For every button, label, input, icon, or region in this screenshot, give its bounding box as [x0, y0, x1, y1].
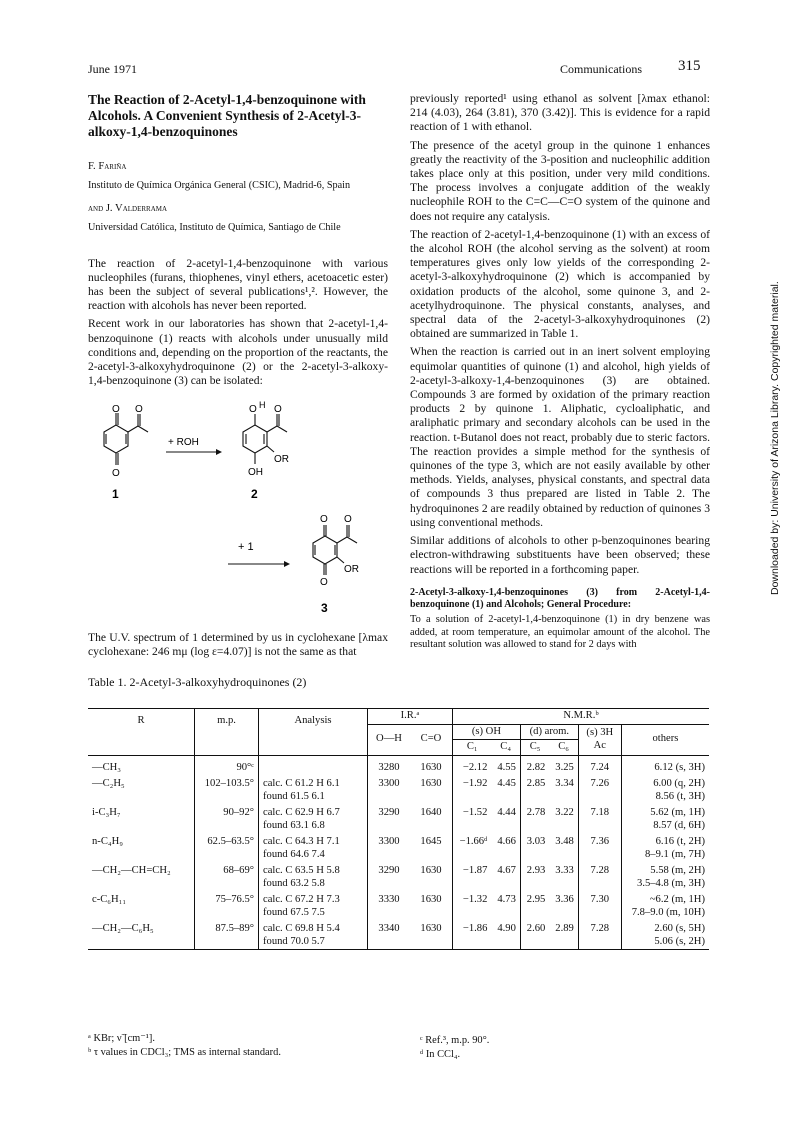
cell-c5: 2.95 [526, 894, 546, 905]
col-header-ir: I.R.ᵃ [368, 709, 453, 725]
col-header-s-oh: (s) OH [453, 724, 521, 740]
reaction-scheme [88, 400, 388, 620]
svg-text:O: O [320, 514, 328, 525]
others-line-2: 8–9.1 (m, 7H) [644, 848, 705, 860]
col-header-mp: m.p. [195, 709, 259, 756]
uv-paragraph: The U.V. spectrum of 1 determined by us in cyclohexane [λmax cyclohexane: 246 mμ (log ε=4.07)] is not the same as that [88, 631, 388, 659]
cell-c4: 4.44 [491, 804, 520, 833]
analysis-found: found 63.2 5.8 [263, 877, 325, 889]
procedure-text: To a solution of 2-acetyl-1,4-benzoquinone (1) in dry benzene was added, at room temperature, an equimolar amount of the alcohol. The resultant solution was allowed to stand for 2 days with [410, 613, 710, 651]
others-line-2: 8.56 (t, 3H) [655, 790, 705, 802]
cell-ac: 7.30 [578, 891, 621, 920]
cell-r: n-C₄H₉ [88, 833, 195, 862]
procedure-heading: 2-Acetyl-3-alkoxy-1,4-benzoquinones (3) from 2-Acetyl-1,4-benzoquinone (1) and Alcohols; General Procedure: [410, 586, 710, 611]
cell-ir-co: 1630 [410, 891, 453, 920]
cell-c5: 2.78 [526, 807, 546, 818]
table-body [88, 755, 709, 950]
table-row [88, 755, 709, 775]
analysis-found: found 67.5 7.5 [263, 906, 325, 918]
intro-paragraph: The reaction of 2-acetyl-1,4-benzoquinone with various nucleophiles (furans, thiophenes, vinyl ethers, acetoacetic ester) has been the subject of several publications¹,². However, the reaction with alcohols has never been reported. [88, 256, 388, 313]
cell-c4: 4.66 [491, 833, 520, 862]
cell-others [621, 862, 709, 891]
affiliation-1: Instituto de Química Orgánica General (CSIC), Madrid-6, Spain [88, 180, 351, 192]
cell-r: —CH₃ [88, 755, 195, 775]
cell-analysis [259, 862, 368, 891]
others-line-1: 6.16 (t, 2H) [655, 836, 705, 847]
cell-analysis [259, 755, 368, 775]
svg-text:O: O [249, 404, 257, 415]
others-line-1: 6.00 (q, 2H) [653, 778, 705, 789]
right-paragraph-3: The reaction of 2-acetyl-1,4-benzoquinone (1) with an excess of the alcohol ROH (the alcohol serving as the solvent) at room temperatures gives only low yields of the corresponding 2-acetyl-3-alkoxyhydroquinone (2) which is accompanied by oxidation products of the alcohol, some quinone 3, and 2-acetylhydroquinone. The physical constants, analyses, and spectral data of the 2-acetyl-3-alkoxyhydroquinones (2) obtained are summarized in Table 1. [410, 227, 710, 341]
cell-mp: 75–76.5° [195, 891, 259, 920]
svg-text:OH: OH [248, 467, 263, 478]
others-line-1: 5.58 (m, 2H) [650, 865, 705, 876]
cell-others [621, 804, 709, 833]
table-row [88, 862, 709, 891]
col-header-ac: (s) 3H Ac [578, 724, 621, 755]
svg-text:O: O [344, 514, 352, 525]
others-line-2: 8.57 (d, 6H) [653, 819, 705, 831]
right-paragraph-4: When the reaction is carried out in an inert solvent employing equimolar quantities of quinone (1) and alcohol, high yields of 2-acetyl-3-alkoxy-1,4-benzoquinones (3) are obtained. Compounds 3 are formed by oxidation of the primary reaction products 2 by quinone 1. Aliphatic, cycloaliphatic, and araliphatic primary and secondary alcohols can be used in the reaction. t-Butanol does not react, probably due to steric factors. The reaction provides a simple method for the synthesis of quinones of the type 3, which are not easily available by other methods. Yields, analyses, physical constants, and spectral data of compounds 3 thus prepared are listed in Table 2. The hydroquinones 2 are readily obtained by reduction of quinones 3 using conventional methods. [410, 345, 710, 529]
arrow-head-1-icon [216, 449, 222, 455]
cell-c6: 3.33 [549, 862, 578, 891]
compound-1-structure [104, 413, 148, 465]
cell-others [621, 920, 709, 950]
footnote-c: ᶜ Ref.³, m.p. 90°. [420, 1035, 490, 1046]
cell-c5: 3.03 [526, 836, 546, 847]
svg-text:OR: OR [274, 454, 289, 465]
col-header-oh: O—H [376, 733, 402, 745]
left-column [88, 92, 388, 388]
cell-c5: 2.85 [526, 778, 546, 789]
cell-ac: 7.28 [578, 920, 621, 950]
reagent-1: + 1 [238, 541, 254, 553]
cell-c5: 2.82 [526, 761, 546, 773]
cell-c5: 2.93 [526, 865, 546, 876]
analysis-found: found 61.5 6.1 [263, 790, 325, 802]
analysis-calc: calc. C 69.8 H 5.4 [263, 923, 340, 934]
cell-analysis [259, 920, 368, 950]
cell-mp: 68–69° [195, 862, 259, 891]
right-paragraph-1: previously reported¹ using ethanol as solvent [λmax ethanol: 214 (4.03), 264 (3.81), 370 (3.42)]. This is evidence for a rapid reaction of 1 with ethanol. [410, 92, 710, 134]
analysis-found: found 64.6 7.4 [263, 848, 325, 860]
cell-ir-co: 1630 [410, 920, 453, 950]
cell-others [621, 775, 709, 804]
cell-ir-oh: 3330 [378, 894, 400, 905]
cell-ir-co: 1630 [410, 862, 453, 891]
col-header-analysis: Analysis [259, 709, 368, 756]
cell-c1: −1.66ᵈ [459, 836, 488, 847]
cell-others [621, 833, 709, 862]
cell-ir-co: 1640 [410, 804, 453, 833]
cell-c1: −1.92 [462, 778, 488, 789]
cell-ir-co: 1630 [410, 755, 453, 775]
others-line-2: 5.06 (s, 2H) [654, 935, 705, 947]
cell-c1: −2.12 [462, 761, 488, 773]
cell-ir-oh: 3300 [378, 836, 400, 847]
cell-c6: 2.89 [549, 920, 578, 950]
table-row [88, 775, 709, 804]
author-2: and J. Valderrama [88, 202, 168, 214]
cell-analysis [259, 833, 368, 862]
analysis-calc: calc. C 62.9 H 6.7 [263, 807, 340, 818]
footnote-b: ᵇ τ values in CDCl₃; TMS as internal standard. [88, 1047, 281, 1058]
cell-analysis [259, 804, 368, 833]
cell-c4: 4.45 [491, 775, 520, 804]
cell-c6: 3.34 [549, 775, 578, 804]
cell-c4: 4.55 [491, 755, 520, 775]
cell-ac: 7.18 [578, 804, 621, 833]
cell-c4: 4.67 [491, 862, 520, 891]
cell-ir-co: 1645 [410, 833, 453, 862]
cell-ir-oh: 3290 [378, 807, 400, 818]
cell-c4: 4.90 [491, 920, 520, 950]
table-row [88, 833, 709, 862]
col-header-c5: C₅ [529, 741, 541, 752]
cell-r: i-C₃H₇ [88, 804, 195, 833]
analysis-calc: calc. C 64.3 H 7.1 [263, 836, 340, 847]
cell-r: —CH₂—CH=CH₂ [88, 862, 195, 891]
svg-text:O: O [135, 404, 143, 415]
col-header-c6: C₆ [549, 740, 578, 756]
cell-c4: 4.73 [491, 891, 520, 920]
cell-analysis [259, 775, 368, 804]
analysis-calc: calc. C 63.5 H 5.8 [263, 865, 340, 876]
cell-ac: 7.26 [578, 775, 621, 804]
article-title: The Reaction of 2-Acetyl-1,4-benzoquinone with Alcohols. A Convenient Synthesis of 2-Acetyl-3- alkoxy-1,4-benzoquinones [88, 92, 366, 139]
cell-c6: 3.22 [549, 804, 578, 833]
compound-3-label: 3 [321, 601, 328, 615]
footnote-a: ᵃ KBr; ν̃ [cm⁻¹]. [88, 1033, 155, 1044]
download-watermark: Downloaded by: University of Arizona Library. Copyrighted material. [769, 281, 781, 595]
others-line-2: 7.8–9.0 (m, 10H) [631, 906, 705, 918]
affiliation-2: Universidad Católica, Instituto de Química, Santiago de Chile [88, 222, 341, 234]
svg-text:H: H [259, 400, 266, 410]
cell-r: —CH₂—C₆H₅ [88, 920, 195, 950]
reagent-roh: + ROH [168, 437, 199, 448]
cell-ir-oh: 3280 [378, 761, 400, 773]
others-line-1: 6.12 (s, 3H) [654, 761, 705, 773]
cell-ac: 7.28 [578, 862, 621, 891]
svg-text:O: O [112, 404, 120, 415]
cell-c6: 3.48 [549, 833, 578, 862]
cell-mp: 102–103.5° [195, 775, 259, 804]
cell-ir-oh: 3300 [378, 778, 400, 789]
cell-c5: 2.60 [526, 923, 546, 934]
svg-text:OR: OR [344, 564, 359, 575]
cell-c1: −1.86 [462, 923, 488, 934]
cell-r: c-C₆H₁₁ [88, 891, 195, 920]
cell-ir-co: 1630 [410, 775, 453, 804]
col-header-others: others [652, 733, 679, 745]
cell-others [621, 891, 709, 920]
cell-c6: 3.25 [549, 755, 578, 775]
analysis-calc: calc. C 61.2 H 6.1 [263, 778, 340, 789]
header-date: June 1971 [88, 62, 137, 76]
cell-c1: −1.87 [462, 865, 488, 876]
author-1: F. Fariña [88, 161, 127, 172]
others-line-1: 2.60 (s, 5H) [654, 923, 705, 934]
results-paragraph: Recent work in our laboratories has shown that 2-acetyl-1,4-benzoquinone (1) reacts with alcohols under unusually mild conditions and, depending on the proportion of the reactants, the 2-acetyl-3-alkoxyhydroquinone (2) or the 2-acetyl-3-alkoxy-1,4-benzoquinone (3) can be isolated: [88, 317, 388, 388]
cell-ac: 7.36 [578, 833, 621, 862]
col-header-nmr: N.M.R.ᵇ [563, 710, 599, 721]
others-line-2: 3.5–4.8 (m, 3H) [637, 877, 705, 889]
svg-text:O: O [112, 468, 120, 479]
cell-mp: 90°ᶜ [195, 755, 259, 775]
others-line-1: 5.62 (m, 1H) [650, 807, 705, 818]
col-header-c1: C₁ [466, 741, 478, 752]
right-paragraph-2: The presence of the acetyl group in the quinone 1 enhances greatly the reactivity of the 3-position and nucleophilic addition takes place only at this position, under very mild conditions. The process involves a conjugate addition of the weakly nucleophile ROH to the C=C—C=O system of the quinone and does not require any catalysis. [410, 138, 710, 223]
right-column [410, 92, 710, 652]
table-row [88, 804, 709, 833]
cell-r: —C₂H₅ [88, 775, 195, 804]
cell-ac: 7.24 [578, 755, 621, 775]
col-header-co: C=O [410, 724, 453, 755]
cell-ir-oh: 3290 [378, 865, 400, 876]
header-page-number: 315 [678, 58, 701, 74]
analysis-calc: calc. C 67.2 H 7.3 [263, 894, 340, 905]
col-header-d-arom: (d) arom. [520, 724, 578, 740]
cell-mp: 87.5–89° [195, 920, 259, 950]
col-header-r: R [88, 709, 195, 756]
analysis-found: found 70.0 5.7 [263, 935, 325, 947]
cell-c6: 3.36 [549, 891, 578, 920]
cell-ir-oh: 3340 [378, 923, 400, 934]
cell-mp: 62.5–63.5° [195, 833, 259, 862]
arrow-head-2-icon [284, 561, 290, 567]
cell-c1: −1.32 [462, 894, 488, 905]
table-row [88, 891, 709, 920]
header-section: Communications [560, 62, 642, 76]
compound-1-label: 1 [112, 487, 119, 501]
table-caption: Table 1. 2-Acetyl-3-alkoxyhydroquinones (2) [88, 675, 307, 689]
col-header-c4: C₄ [491, 740, 520, 756]
table-row [88, 920, 709, 950]
footnote-d: ᵈ In CCl₄. [420, 1049, 461, 1060]
cell-others [621, 755, 709, 775]
svg-text:O: O [274, 404, 282, 415]
cell-mp: 90–92° [195, 804, 259, 833]
svg-text:O: O [320, 577, 328, 588]
data-table [88, 708, 709, 950]
cell-analysis [259, 891, 368, 920]
right-paragraph-5: Similar additions of alcohols to other p-benzoquinones bearing electron-withdrawing substituents have been observed; these reactions will be reported in a forthcoming paper. [410, 534, 710, 576]
others-line-1: ~6.2 (m, 1H) [649, 894, 705, 905]
compound-2-label: 2 [251, 487, 258, 501]
analysis-found: found 63.1 6.8 [263, 819, 325, 831]
cell-c1: −1.52 [462, 807, 488, 818]
